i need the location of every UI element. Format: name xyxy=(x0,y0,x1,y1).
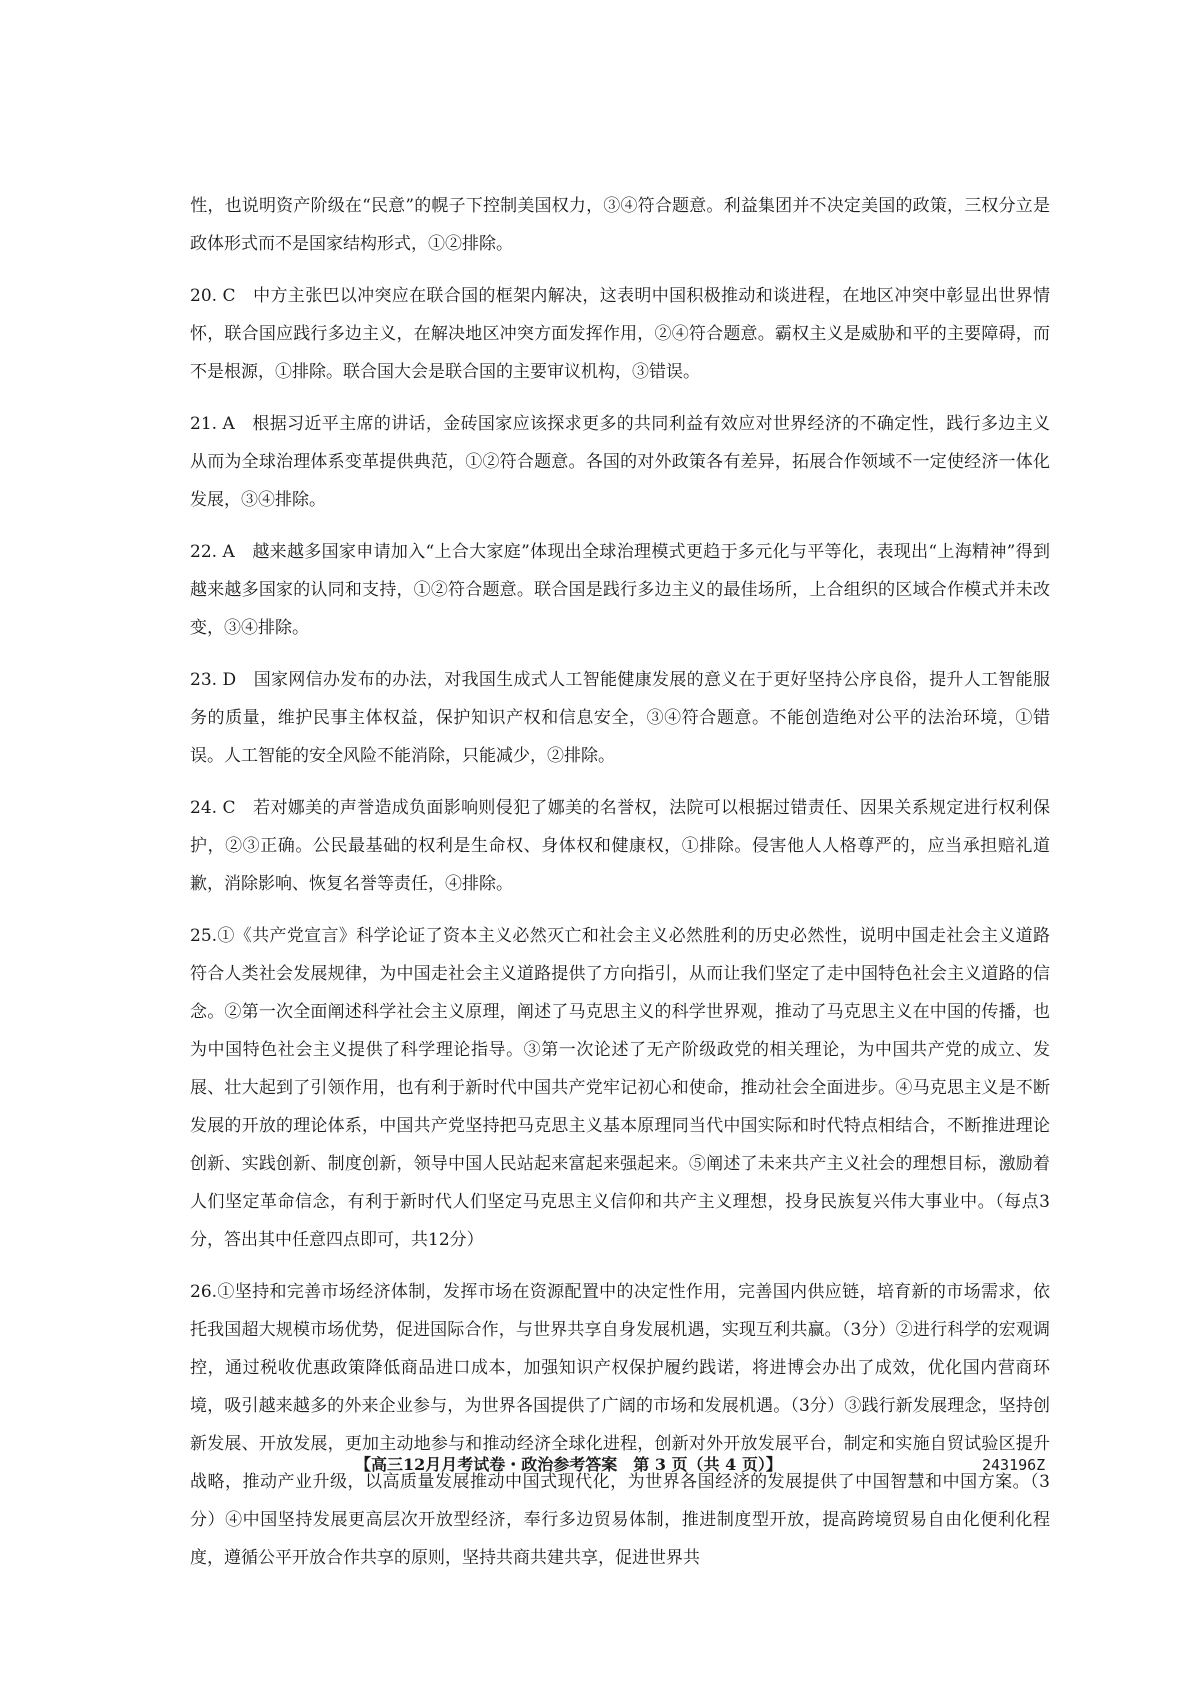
answer-explanation: 若对娜美的声誉造成负面影响则侵犯了娜美的名誉权，法院可以根据过错责任、因果关系规定进行权利保护，②③正确。公民最基础的权利是生命权、身体权和健康权，①排除。侵害他人人格尊严的，应当承担赔礼道歉，消除影响、恢复名誉等责任，④排除。 xyxy=(190,798,1051,894)
answer-explanation: ①坚持和完善市场经济体制，发挥市场在资源配置中的决定性作用，完善国内供应链，培育新的市场需求，依托我国超大规模市场优势，促进国际合作，与世界共享自身发展机遇，实现互利共赢。（3分）②进行科学的宏观调控，通过税收优惠政策降低商品进口成本，加强知识产权保护履约践诺，将进博会办出了成效，优化国内营商环境，吸引越来越多的外来企业参与，为世界各国提供了广阔的市场和发展机遇。（3分）③践行新发展理念，坚持创新发展、开放发展，更加主动地参与和推动经济全球化进程，创新对外开放发展平台，制定和实施自贸试验区提升战略，推动产业升级，以高质量发展推动中国式现代化，为世界各国经济的发展提供了中国智慧和中国方案。（3分）④中国坚持发展更高层次开放型经济，奉行多边贸易体制，推进制度型开放，提高跨境贸易自由化便利化程度，遵循公平开放合作共享的原则，坚持共商共建共享，促进世界共 xyxy=(190,1282,1050,1568)
answer-explanation: 性，也说明资产阶级在“民意”的幌子下控制美国权力，③④符合题意。利益集团并不决定美国的政策，三权分立是政体形式而不是国家结构形式，①②排除。 xyxy=(190,196,1050,254)
answer-item-21 xyxy=(190,405,1050,519)
answer-item-20 xyxy=(190,277,1050,391)
answer-number: 25. xyxy=(190,926,218,946)
answer-number: 21. A xyxy=(190,414,235,434)
answer-number: 26. xyxy=(190,1282,218,1302)
answer-item-24 xyxy=(190,789,1050,903)
answer-number: 24. C xyxy=(190,798,236,818)
answer-list xyxy=(190,187,1050,1591)
answer-number: 20. C xyxy=(190,286,236,306)
footer-title: 【高三12月月考试卷・政治参考答案 第 3 页（共 4 页）】 xyxy=(355,1455,782,1474)
answer-explanation: ①《共产党宣言》科学论证了资本主义必然灭亡和社会主义必然胜利的历史必然性，说明中国走社会主义道路符合人类社会发展规律，为中国走社会主义道路提供了方向指引，从而让我们坚定了走中国特色社会主义道路的信念。②第一次全面阐述科学社会主义原理，阐述了马克思主义的科学世界观，推动了马克思主义在中国的传播，也为中国特色社会主义提供了科学理论指导。③第一次论述了无产阶级政党的相关理论，为中国共产党的成立、发展、壮大起到了引领作用，也有利于新时代中国共产党牢记初心和使命，推动社会全面进步。④马克思主义是不断发展的开放的理论体系，中国共产党坚持把马克思主义基本原理同当代中国实际和时代特点相结合，不断推进理论创新、实践创新、制度创新，领导中国人民站起来富起来强起来。⑤阐述了未来共产主义社会的理想目标，激励着人们坚定革命信念，有利于新时代人们坚定马克思主义信仰和共产主义理想，投身民族复兴伟大事业中。（每点3分，答出其中任意四点即可，共12分） xyxy=(190,926,1050,1250)
answer-number: 23. D xyxy=(190,670,237,690)
answer-explanation: 越来越多国家申请加入“上合大家庭”体现出全球治理模式更趋于多元化与平等化，表现出“上海精神”得到越来越多国家的认同和支持，①②符合题意。联合国是践行多边主义的最佳场所，上合组织的区域合作模式并未改变，③④排除。 xyxy=(190,542,1051,638)
answer-item-23 xyxy=(190,661,1050,775)
footer-code: 243196Z xyxy=(982,1456,1046,1474)
answer-explanation: 根据习近平主席的讲话，金砖国家应该探求更多的共同利益有效应对世界经济的不确定性，践行多边主义从而为全球治理体系变革提供典范，①②符合题意。各国的对外政策各有差异，拓展合作领域不一定使经济一体化发展，③④排除。 xyxy=(190,414,1051,510)
answer-item-25 xyxy=(190,917,1050,1259)
answer-item-19-continuation xyxy=(190,187,1050,263)
answer-item-22 xyxy=(190,533,1050,647)
answer-number: 22. A xyxy=(190,542,235,562)
answer-item-26 xyxy=(190,1273,1050,1577)
answer-explanation: 中方主张巴以冲突应在联合国的框架内解决，这表明中国积极推动和谈进程，在地区冲突中彰显出世界情怀，联合国应践行多边主义，在解决地区冲突方面发挥作用，②④符合题意。霸权主义是威胁和平的主要障碍，而不是根源，①排除。联合国大会是联合国的主要审议机构，③错误。 xyxy=(190,286,1051,382)
answer-explanation: 国家网信办发布的办法，对我国生成式人工智能健康发展的意义在于更好坚持公序良俗，提升人工智能服务的质量，维护民事主体权益，保护知识产权和信息安全，③④符合题意。不能创造绝对公平的法治环境，①错误。人工智能的安全风险不能消除，只能减少，②排除。 xyxy=(190,670,1051,766)
